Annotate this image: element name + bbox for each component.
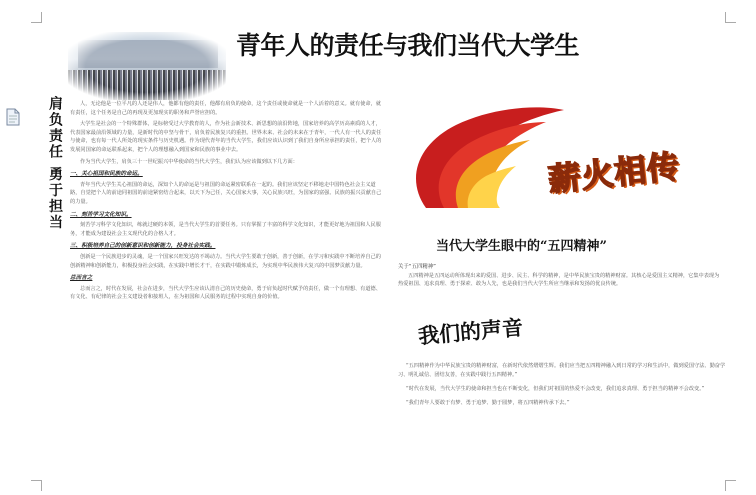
page-corner-mark [725, 12, 736, 23]
photo-crowd [68, 70, 226, 100]
section-text: 总而言之，时代在发展，社会在进步，当代大学生应该认清自己的历史使命，勇于肩负起时代赋予的责任，做一个有理想、有道德、有文化、有纪律的社会主义建设者和接班人，在为祖国和人民服务的过程中实现自身的价值。 [70, 285, 381, 301]
voice-paragraph: “时代在发展，当代大学生的使命和担当也在不断变化，但我们对祖国的热爱不会改变，我们追求真理、勇于担当的精神不会改变。” [406, 386, 705, 392]
section-text: 刻苦学习科学文化知识，练就过硬的本领，是当代大学生的首要任务。只有掌握了丰富的科学文化知识，才能更好地为祖国和人民服务，才能成为建设社会主义现代化的合格人才。 [70, 222, 381, 237]
section-subtitle: 当代大学生眼中的“五四精神” [436, 239, 607, 254]
voice-paragraph: “我们青年人要敢于有梦、勇于追梦、勤于圆梦，将五四精神传承下去。” [406, 400, 570, 406]
page-corner-mark [31, 480, 42, 491]
page-corner-mark [725, 480, 736, 491]
section-text: 青年当代大学生关心祖国的命运，深知个人的命运是与祖国的命运紧密联系在一起的。我们应该坚定不移地走中国特色社会主义道路，自觉把个人的前途同祖国的前途紧密结合起来，以天下为己任，关心国家大事，关心民族兴旺，为国家的富强、民族的振兴贡献自己的力量。 [70, 181, 382, 205]
voice-title: 我们的声音 [417, 315, 524, 349]
about-block [398, 272, 720, 289]
historical-photo [68, 32, 226, 100]
left-paragraph: 大学生是社会的一个特殊群体，是标榜受过大学教育的人，作为社会新技术、新思想的前沿阵地，国家培养的高学历高素质的人才，代表国家最前沿领域的力量，是新时代的中坚与骨干，肩负着民族复兴的重担。世界未来、社会的未来在于青年，一代人有一代人的责任与使命，也有每一代人所处的现实条件与历史机遇。作为现代青年的当代大学生，我们应该认识到了我们自身所应承担的责任，把个人的发展同国家的命运联系起来，把个人的理想融入到国家和民族的事业中去。 [70, 121, 382, 153]
left-paragraph: 作为当代大学生，肩负三十一世纪振兴中华使命的当代大学生，我们认为应该做到以下几方面： [80, 158, 298, 165]
voice-block [398, 362, 728, 413]
left-paragraph: 人，无论他是一位平凡的人还是伟人，他都有他的责任，他都有肩负的使命，这个责任或使命就是一个人活着的意义。就有使命，就有责任，这个任务是自己的再现及更加现实的职务和声誉应担的。 [70, 101, 381, 116]
slogan-text: 薪火相传 [546, 147, 682, 199]
vertical-title: 肩负责任 勇于担当 [47, 96, 63, 231]
about-paragraph: 五四精神是五四运动所体现出来的爱国、进步、民主、科学的精神，是中华民族宝贵的精神财富。其核心是爱国主义精神，它集中表现为热爱祖国、追求真理、勇于探索、敢为人先，也是我们当代大学生所应当继承和发扬的优良传统。 [398, 273, 720, 288]
section-heading: 总而言之 [70, 275, 93, 282]
section-heading: 二、刻苦学习文化知识。 [70, 211, 132, 218]
about-label: 关于“五四精神” [398, 264, 436, 270]
main-title: 青年人的责任与我们当代大学生 [236, 31, 580, 60]
flame-emblem-icon [396, 100, 566, 210]
photo-building [78, 40, 218, 68]
section-heading: 一、关心祖国和民族的命运。 [70, 171, 143, 178]
section-heading: 三、积极培养自己的创新意识和创新能力，投身社会实践。 [70, 243, 216, 250]
voice-paragraph: “五四精神作为中华民族宝贵的精神财富，在新时代依然熠熠生辉。我们应当把五四精神融入到日常的学习和生活中，做到爱国守法、勤奋学习、明礼诚信、团结友善，在实践中践行五四精神。” [398, 363, 726, 378]
document-icon[interactable] [6, 108, 20, 126]
section-text: 创新是一个民族进步的灵魂，是一个国家兴旺发达的不竭动力。当代大学生要敢于创新，善于创新，在学习和实践中不断培养自己的创新精神和创新能力，积极投身社会实践，在实践中增长才干，在实践中锻炼成长，为实现中华民族伟大复兴的中国梦贡献力量。 [70, 253, 381, 269]
left-column [70, 100, 382, 493]
page-corner-mark [31, 12, 42, 23]
